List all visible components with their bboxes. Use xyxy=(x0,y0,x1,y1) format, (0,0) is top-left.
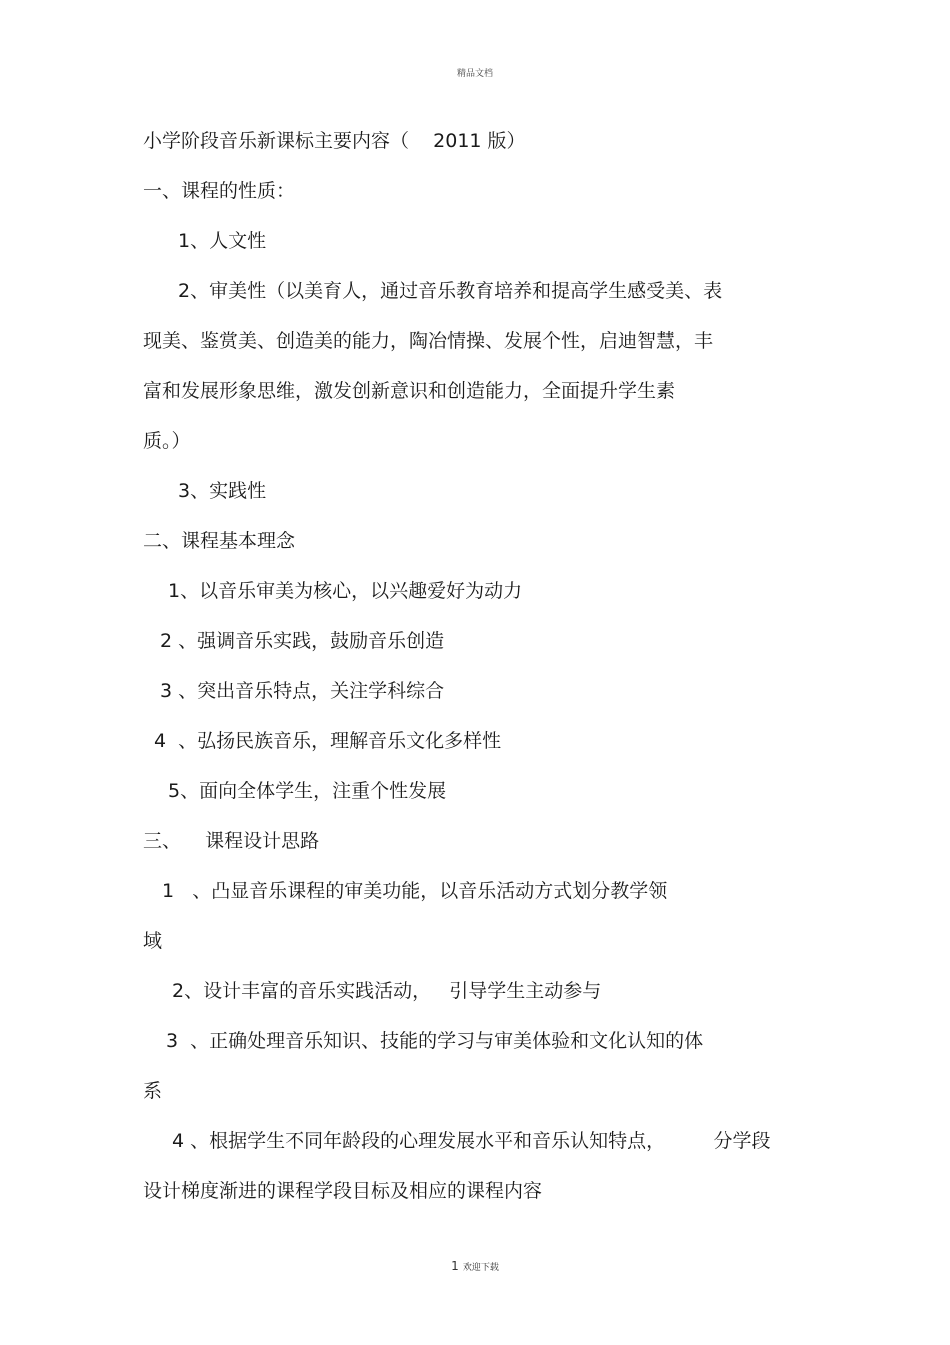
section-1-item-3: 3、实践性 xyxy=(178,480,267,502)
section-1-item-2-line-2: 现美、鉴赏美、创造美的能力，陶冶情操、发展个性，启迪智慧，丰 xyxy=(143,330,714,352)
section-2-heading: 二、课程基本理念 xyxy=(143,530,296,552)
section-1-item-2-line-4: 质。） xyxy=(143,430,191,452)
section-3-item-1-line-1: 1 、凸显音乐课程的审美功能，以音乐活动方式划分教学领 xyxy=(162,880,668,902)
section-2-item-2: 2 、强调音乐实践，鼓励音乐创造 xyxy=(160,630,445,652)
page-number: 1 xyxy=(451,1259,459,1273)
section-3-item-4-line-1: 4 、根据学生不同年龄段的心理发展水平和音乐认知特点， 分学段 xyxy=(172,1130,771,1152)
section-3-item-4-line-2: 设计梯度渐进的课程学段目标及相应的课程内容 xyxy=(143,1180,543,1202)
header-watermark: 精品文档 xyxy=(456,69,493,79)
section-3-item-2: 2、设计丰富的音乐实践活动， 引导学生主动参与 xyxy=(172,980,602,1002)
section-3-item-3-line-2: 系 xyxy=(143,1080,163,1102)
section-2-item-5: 5、面向全体学生，注重个性发展 xyxy=(168,780,447,802)
section-1-item-2-line-3: 富和发展形象思维，激发创新意识和创造能力，全面提升学生素 xyxy=(143,380,676,402)
section-2-item-3: 3 、突出音乐特点，关注学科综合 xyxy=(160,680,445,702)
section-1-item-1: 1、人文性 xyxy=(178,230,267,252)
footer-text: 欢迎下载 xyxy=(462,1263,499,1273)
document-title: 小学阶段音乐新课标主要内容（ 2011 版） xyxy=(143,130,526,152)
section-3-item-3-line-1: 3 、正确处理音乐知识、技能的学习与审美体验和文化认知的体 xyxy=(166,1030,704,1052)
section-2-item-4: 4 、弘扬民族音乐，理解音乐文化多样性 xyxy=(154,730,502,752)
footer xyxy=(0,1259,950,1273)
section-1-item-2-line-1: 2、审美性（以美育人，通过音乐教育培养和提高学生感受美、表 xyxy=(178,280,723,302)
section-3-item-1-line-2: 域 xyxy=(143,930,163,952)
section-3-heading: 三、 课程设计思路 xyxy=(143,830,320,852)
section-2-item-1: 1、以音乐审美为核心，以兴趣爱好为动力 xyxy=(168,580,523,602)
section-1-heading: 一、课程的性质： xyxy=(143,180,296,202)
